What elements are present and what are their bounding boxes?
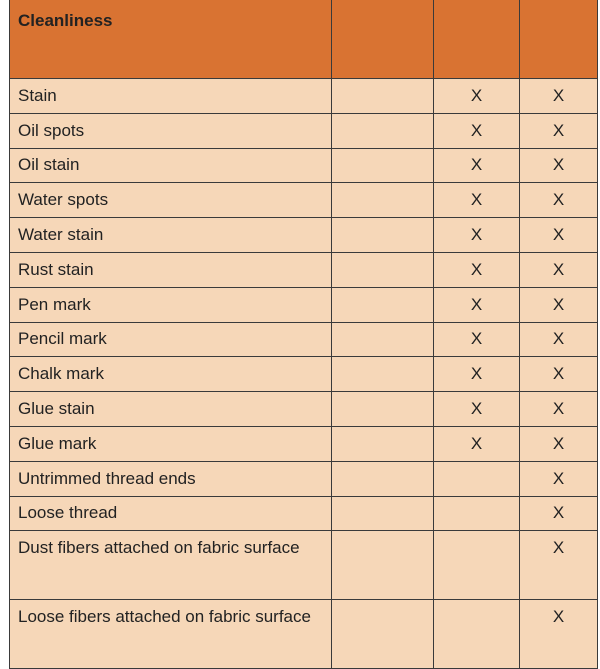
cell-col-3: X [434,357,520,392]
defect-label: Glue mark [10,426,332,461]
cell-col-2 [332,496,434,531]
cell-col-3 [434,600,520,669]
defect-label: Glue stain [10,392,332,427]
section-header-cell [520,0,598,79]
cell-col-2 [332,426,434,461]
defect-label: Pencil mark [10,322,332,357]
table-row [10,113,598,148]
cell-col-4: X [520,148,598,183]
defect-label: Chalk mark [10,357,332,392]
cell-col-2 [332,79,434,114]
cell-col-3: X [434,322,520,357]
cell-col-3: X [434,287,520,322]
cell-col-4: X [520,392,598,427]
cell-col-3: X [434,148,520,183]
cell-col-3 [434,531,520,600]
cell-col-2 [332,148,434,183]
defect-label: Stain [10,79,332,114]
table-row [10,218,598,253]
table-row [10,322,598,357]
cell-col-3: X [434,392,520,427]
table-row [10,79,598,114]
cell-col-4: X [520,600,598,669]
defect-label: Loose fibers attached on fabric surface [10,600,332,669]
cell-col-4: X [520,357,598,392]
table-row [10,426,598,461]
defect-label: Untrimmed thread ends [10,461,332,496]
cell-col-4: X [520,113,598,148]
cell-col-3 [434,461,520,496]
section-header-cell [332,0,434,79]
cell-col-3 [434,496,520,531]
cell-col-3: X [434,252,520,287]
cell-col-4: X [520,252,598,287]
cell-col-2 [332,252,434,287]
table-row [10,148,598,183]
cell-col-2 [332,600,434,669]
section-title: Cleanliness [10,0,332,79]
defect-label: Pen mark [10,287,332,322]
cell-col-3: X [434,183,520,218]
defect-label: Oil spots [10,113,332,148]
defect-label: Water stain [10,218,332,253]
defect-table-container [9,0,597,669]
table-row [10,531,598,600]
table-row [10,252,598,287]
cell-col-4: X [520,531,598,600]
cell-col-4: X [520,496,598,531]
cell-col-3: X [434,426,520,461]
table-row [10,461,598,496]
defect-label: Oil stain [10,148,332,183]
cell-col-2 [332,287,434,322]
defect-label: Loose thread [10,496,332,531]
cell-col-2 [332,183,434,218]
section-header-cell [434,0,520,79]
cell-col-4: X [520,218,598,253]
cell-col-2 [332,531,434,600]
cleanliness-defect-table [9,0,598,669]
cell-col-2 [332,461,434,496]
defect-label: Dust fibers attached on fabric surface [10,531,332,600]
defect-label: Water spots [10,183,332,218]
section-header-row [10,0,598,79]
cell-col-4: X [520,183,598,218]
cell-col-3: X [434,218,520,253]
cell-col-4: X [520,322,598,357]
table-row [10,287,598,322]
cell-col-2 [332,392,434,427]
cell-col-2 [332,357,434,392]
cell-col-4: X [520,461,598,496]
table-row [10,183,598,218]
table-row [10,392,598,427]
cell-col-2 [332,113,434,148]
cell-col-3: X [434,79,520,114]
cell-col-2 [332,218,434,253]
cell-col-2 [332,322,434,357]
table-row [10,357,598,392]
table-row [10,600,598,669]
cell-col-4: X [520,79,598,114]
cell-col-4: X [520,426,598,461]
cell-col-4: X [520,287,598,322]
cell-col-3: X [434,113,520,148]
defect-label: Rust stain [10,252,332,287]
table-row [10,496,598,531]
